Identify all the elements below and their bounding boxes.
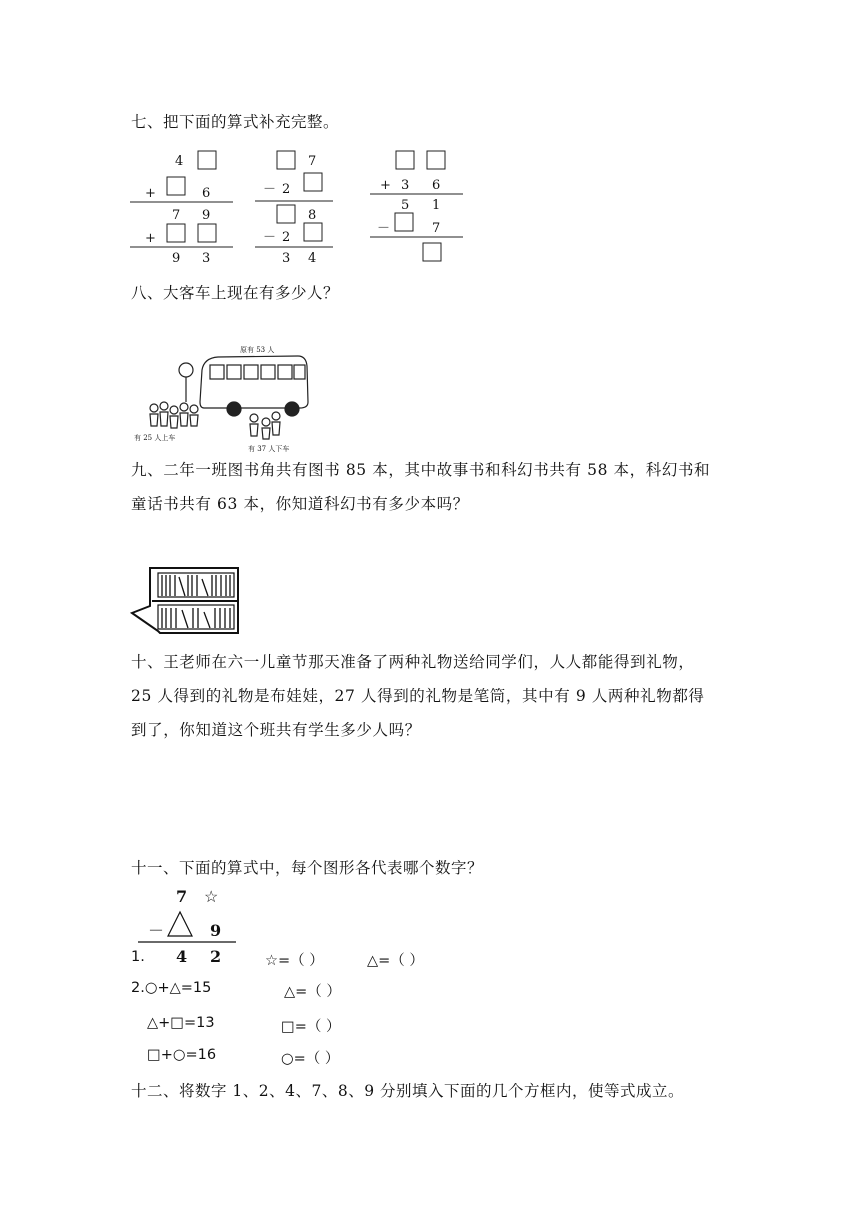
blank-box (423, 243, 441, 261)
digit: 7 (176, 887, 188, 906)
digit: 3 (401, 178, 410, 193)
equation-2: △+□=13 (147, 1015, 215, 1031)
question-9-line: 九、二年一班图书角共有图书 85 本，其中故事书和科幻书共有 58 本，科幻书和 (131, 461, 711, 479)
plus-sign: + (145, 186, 156, 201)
digit: 2 (282, 182, 291, 197)
label-original-passengers: 原有 53 人 (240, 346, 275, 354)
question-10 (131, 645, 731, 747)
digit: 2 (282, 230, 291, 245)
bus-body-icon (200, 356, 308, 408)
star-answer: ☆=（ ） (265, 953, 324, 969)
blank-box (304, 173, 322, 191)
digit: 9 (172, 251, 181, 265)
question-9 (131, 453, 731, 521)
star-icon: ☆ (204, 887, 219, 906)
blank-box (198, 224, 216, 242)
digit: 1 (432, 198, 441, 213)
question-10-line: 25 人得到的礼物是布娃娃，27 人得到的礼物是笔筒，其中有 9 人两种礼物都得 (131, 687, 705, 705)
circle-answer: ○=（ ） (281, 1051, 340, 1067)
triangle-answer: △=（ ） (367, 953, 424, 969)
digit: 7 (172, 208, 181, 223)
bus-stop-sign-icon (179, 363, 193, 377)
digit: 3 (202, 251, 211, 265)
blank-box (304, 223, 322, 241)
digit: 3 (282, 251, 291, 265)
minus-sign: － (377, 221, 391, 236)
digit: 5 (401, 198, 410, 213)
people-leaving-icon (250, 412, 280, 439)
wheel-icon (285, 402, 299, 416)
digit: 4 (175, 154, 184, 169)
digit: 6 (202, 186, 211, 201)
digit: 9 (210, 921, 222, 940)
triangle-answer: △=（ ） (284, 984, 341, 1000)
vertical-arithmetic-figure (125, 145, 475, 265)
bookshelf-illustration (130, 563, 242, 638)
digit: 8 (308, 208, 317, 223)
blank-box (395, 213, 413, 231)
question-10-line: 到了，你知道这个班共有学生多少人吗？ (131, 721, 421, 739)
blank-box (277, 205, 295, 223)
label-leaving: 有 37 人下车 (248, 445, 290, 453)
digit: 7 (308, 154, 317, 169)
blank-box (198, 151, 216, 169)
square-answer: □=（ ） (281, 1019, 341, 1035)
blank-box (396, 151, 414, 169)
equation-1: 2.○+△=15 (131, 980, 212, 996)
digit: 9 (202, 208, 211, 223)
people-boarding-icon (150, 402, 198, 428)
digit: 7 (432, 221, 441, 236)
question-7-title: 七、把下面的算式补充完整。 (131, 113, 340, 131)
equation-3: □+○=16 (147, 1047, 217, 1063)
blank-box (277, 151, 295, 169)
plus-sign: + (380, 178, 391, 193)
shape-arithmetic-figure (130, 880, 245, 970)
question-12-title: 十二、将数字 1、2、4、7、8、9 分别填入下面的几个方框内，使等式成立。 (131, 1082, 685, 1100)
blank-box (427, 151, 445, 169)
question-11-title: 十一、下面的算式中，每个图形各代表哪个数字？ (131, 859, 484, 877)
question-8-title: 八、大客车上现在有多少人？ (131, 284, 340, 302)
item-1-number: 1. (131, 949, 145, 965)
plus-sign: + (145, 231, 156, 246)
triangle-icon (168, 912, 192, 936)
digit: 6 (432, 178, 441, 193)
blank-box (167, 177, 185, 195)
bus-illustration (130, 340, 330, 455)
minus-sign: － (263, 230, 277, 245)
minus-sign: － (148, 921, 165, 940)
wheel-icon (227, 402, 241, 416)
question-10-line: 十、王老师在六一儿童节那天准备了两种礼物送给同学们，人人都能得到礼物， (131, 653, 695, 671)
question-9-line: 童话书共有 63 本，你知道科幻书有多少本吗？ (131, 495, 469, 513)
blank-box (167, 224, 185, 242)
digit: 4 (308, 251, 317, 265)
digit: 4 (176, 947, 188, 966)
digit: 2 (210, 947, 222, 966)
minus-sign: － (263, 182, 277, 197)
label-boarding: 有 25 人上车 (134, 434, 176, 442)
